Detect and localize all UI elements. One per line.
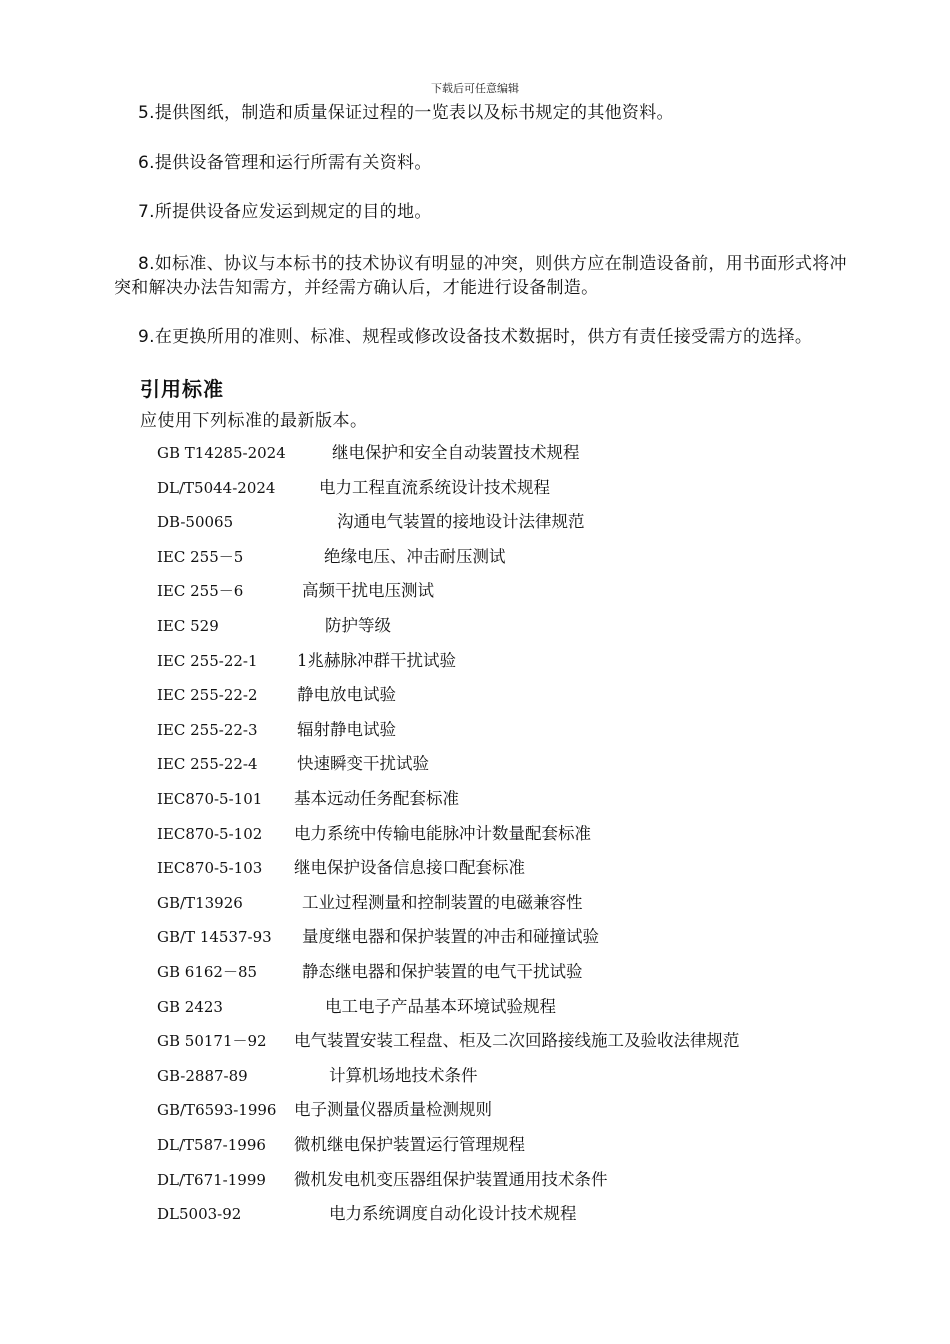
paragraph-8: 8.如标准、协议与本标书的技术协议有明显的冲突，则供方应在制造设备前，用书面形式将冲突和解决办法告知需方，并经需方确认后，才能进行设备制造。 (114, 254, 847, 298)
standard-code: IEC870-5-102 (157, 825, 263, 843)
standard-code: DL/T587-1996 (157, 1136, 266, 1154)
standard-code: GB/T13926 (157, 894, 243, 912)
standard-code: GB 6162－85 (157, 963, 258, 981)
standard-code: GB 2423 (157, 998, 223, 1016)
standard-code: IEC 255－6 (157, 582, 244, 600)
standard-title: 基本远动任务配套标准 (294, 789, 459, 808)
standard-code: GB/T 14537-93 (157, 928, 272, 946)
standard-title: 静态继电器和保护装置的电气干扰试验 (302, 962, 583, 981)
standard-code: IEC 529 (157, 617, 219, 635)
standard-title: 电气装置安装工程盘、柜及二次回路接线施工及验收法律规范 (294, 1031, 740, 1050)
standard-title: 继电保护和安全自动装置技术规程 (332, 443, 580, 462)
standard-code: IEC870-5-103 (157, 859, 263, 877)
paragraph-9: 9.在更换所用的准则、标准、规程或修改设备技术数据时，供方有责任接受需方的选择。 (138, 327, 813, 347)
standard-code: DL5003-92 (157, 1205, 242, 1223)
standard-title: 电工电子产品基本环境试验规程 (325, 997, 556, 1016)
standard-title: 静电放电试验 (297, 685, 396, 704)
standard-code: IEC 255-22-1 (157, 652, 258, 670)
paragraph-5: 5.提供图纸，制造和质量保证过程的一览表以及标书规定的其他资料。 (138, 103, 674, 123)
standard-code: GB-2887-89 (157, 1067, 248, 1085)
section-heading: 引用标准 (140, 377, 224, 401)
standard-code: IEC 255-22-2 (157, 686, 258, 704)
paragraph-7: 7.所提供设备应发运到规定的目的地。 (138, 202, 432, 222)
standard-title: 1兆赫脉冲群干扰试验 (297, 651, 456, 670)
standard-title: 微机发电机变压器组保护装置通用技术条件 (294, 1170, 608, 1189)
standard-code: GB/T6593-1996 (157, 1101, 277, 1119)
standard-title: 工业过程测量和控制装置的电磁兼容性 (302, 893, 583, 912)
standard-title: 量度继电器和保护装置的冲击和碰撞试验 (302, 927, 599, 946)
standard-title: 快速瞬变干扰试验 (297, 754, 429, 773)
standard-title: 继电保护设备信息接口配套标准 (294, 858, 525, 877)
standard-title: 电力系统中传输电能脉冲计数量配套标准 (294, 824, 591, 843)
standard-title: 电子测量仪器质量检测规则 (294, 1100, 492, 1119)
page-header: 下载后可任意编辑 (431, 82, 519, 95)
standard-code: IEC 255－5 (157, 548, 244, 566)
standard-code: IEC 255-22-3 (157, 721, 258, 739)
standard-title: 辐射静电试验 (297, 720, 396, 739)
standard-title: 计算机场地技术条件 (329, 1066, 478, 1085)
standard-title: 电力系统调度自动化设计技术规程 (329, 1204, 577, 1223)
paragraph-6: 6.提供设备管理和运行所需有关资料。 (138, 153, 432, 173)
standard-code: DL/T671-1999 (157, 1171, 266, 1189)
standard-code: GB 50171－92 (157, 1032, 267, 1050)
standard-title: 绝缘电压、冲击耐压测试 (324, 547, 506, 566)
standard-code: DL/T5044-2024 (157, 479, 276, 497)
standard-code: IEC 255-22-4 (157, 755, 258, 773)
standard-title: 微机继电保护装置运行管理规程 (294, 1135, 525, 1154)
standard-title: 防护等级 (325, 616, 391, 635)
standard-code: GB T14285-2024 (157, 444, 286, 462)
standard-title: 电力工程直流系统设计技术规程 (319, 478, 550, 497)
standard-title: 沟通电气装置的接地设计法律规范 (337, 512, 585, 531)
standard-code: DB-50065 (157, 513, 234, 531)
standard-title: 高频干扰电压测试 (302, 581, 434, 600)
section-intro: 应使用下列标准的最新版本。 (140, 411, 368, 431)
standard-code: IEC870-5-101 (157, 790, 263, 808)
